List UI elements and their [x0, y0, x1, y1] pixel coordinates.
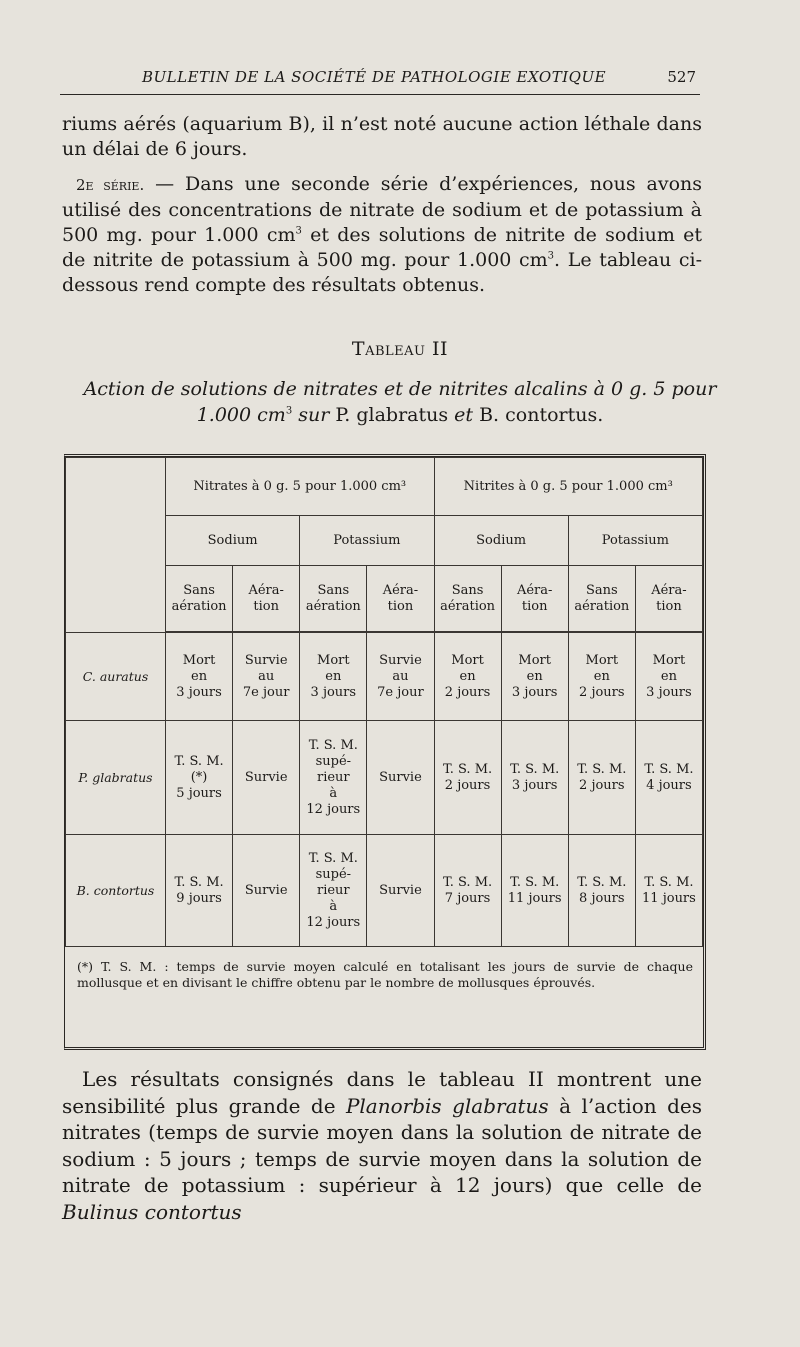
column-header-cell: Aéra- tion	[501, 566, 568, 632]
caption-part-1: Action de solutions de nitrates et de nitrites alcalins à 0 g. 5 pour 1.000 cm	[83, 378, 717, 426]
row-label: P. glabratus	[66, 721, 166, 835]
table-cell: Mort en 2 jours	[434, 633, 501, 721]
caption-connector: et	[454, 404, 474, 426]
table-cell: T. S. M. 11 jours	[501, 835, 568, 947]
column-header-cell: Sans aération	[434, 566, 501, 632]
species-bulinus: Bulinus contortus	[62, 1199, 242, 1224]
group-header-nitrites: Nitrites à 0 g. 5 pour 1.000 cm³	[434, 458, 703, 516]
column-header-cell: Sans aération	[300, 566, 367, 632]
table-cell: Mort en 3 jours	[166, 633, 233, 721]
sub-header-cell: Potassium	[300, 516, 434, 566]
table-footnote: (*) T. S. M. : temps de survie moyen calculé en totalisant les jours de survie de chaque mollusque et en divisant le chiffre obtenu par le nombre de mollusques éprouvés.	[77, 959, 693, 990]
column-header-cell: Aéra- tion	[635, 566, 702, 632]
table-title: Tableau II	[351, 338, 449, 360]
intro-paragraph: riums aérés (aquarium B), il n’est noté aucune action léthale dans un délai de 6 jours.	[62, 113, 702, 160]
conclusion-text-2: à l’action des nitrates (temps de survie moyen dans la solution de nitrate de sodium : 5 jours ; temps de survie moyen dans la solution de nitrate de potassium : supérieur à 12 jours) que celle de	[62, 1093, 702, 1197]
group-header-row	[66, 458, 703, 516]
series2-sup-2: 3	[547, 250, 555, 262]
column-header-cell: Aéra- tion	[367, 566, 434, 632]
table-row	[66, 721, 703, 835]
table-cell: T. S. M. supé- rieur à 12 jours	[300, 835, 367, 947]
column-header-cell: Sans aération	[568, 566, 635, 632]
table-cell: Survie	[367, 721, 434, 835]
caption-genus-1: P. glabratus	[329, 404, 455, 426]
series2-text-3: . Le tableau ci-dessous rend compte des résultats obtenus.	[62, 249, 702, 296]
table-cell: Survie au 7e jour	[367, 633, 434, 721]
table-caption	[60, 376, 740, 428]
sub-header-cell: Sodium	[434, 516, 568, 566]
table-cell: T. S. M. 9 jours	[166, 835, 233, 947]
table-cell: T. S. M. (*) 5 jours	[166, 721, 233, 835]
series2-paragraph	[62, 172, 702, 298]
page-number: 527	[667, 68, 696, 86]
table-row	[66, 835, 703, 947]
table-cell: T. S. M. 3 jours	[501, 721, 568, 835]
table-cell: Survie	[233, 721, 300, 835]
series2-text-1: — Dans une seconde série d’expériences, nous avons utilisé des concentrations de nitrate de sodium et de potassium à 500 mg. pour 1.000 cm	[62, 173, 702, 246]
table-cell: Mort en 3 jours	[300, 633, 367, 721]
caption-genus-2: B. contortus.	[473, 404, 604, 426]
sub-header-cell: Potassium	[568, 516, 702, 566]
column-header-cell: Aéra- tion	[233, 566, 300, 632]
conclusion-text-1: Les résultats consignés dans le tableau II montrent une sensibilité plus grande de	[62, 1067, 702, 1118]
species-planorbis: Planorbis glabratus	[345, 1093, 549, 1118]
table-row	[66, 633, 703, 721]
caption-sup: 3	[285, 405, 293, 417]
results-table	[65, 457, 703, 947]
results-table-frame	[64, 454, 706, 1050]
running-title: BULLETIN DE LA SOCIÉTÉ DE PATHOLOGIE EXOTIQUE	[142, 68, 607, 86]
table-cell: Mort en 2 jours	[568, 633, 635, 721]
table-cell: T. S. M. supé- rieur à 12 jours	[300, 721, 367, 835]
table-cell: Survie	[367, 835, 434, 947]
table-cell: Survie	[233, 835, 300, 947]
table-cell: Mort en 3 jours	[501, 633, 568, 721]
corner-cell	[66, 458, 166, 633]
conclusion-paragraph	[62, 1066, 702, 1225]
column-header-cell: Sans aération	[166, 566, 233, 632]
series2-label: 2e série.	[76, 176, 145, 194]
row-label: B. contortus	[66, 835, 166, 947]
table-cell: T. S. M. 7 jours	[434, 835, 501, 947]
series2-text-2: et des solutions de nitrite de sodium et de nitrite de potassium à 500 mg. pour 1.000 cm	[62, 224, 702, 271]
sub-header-cell: Sodium	[166, 516, 300, 566]
table-cell: T. S. M. 4 jours	[635, 721, 702, 835]
table-cell: Survie au 7e jour	[233, 633, 300, 721]
table-cell: T. S. M. 2 jours	[434, 721, 501, 835]
running-header	[60, 64, 700, 95]
series2-sup-1: 3	[295, 225, 302, 237]
table-cell: T. S. M. 11 jours	[635, 835, 702, 947]
table-cell: T. S. M. 2 jours	[568, 721, 635, 835]
table-cell: T. S. M. 8 jours	[568, 835, 635, 947]
group-header-nitrates: Nitrates à 0 g. 5 pour 1.000 cm³	[166, 458, 435, 516]
row-label: C. auratus	[66, 633, 166, 721]
caption-part-2: sur	[292, 404, 330, 426]
table-cell: Mort en 3 jours	[635, 633, 702, 721]
